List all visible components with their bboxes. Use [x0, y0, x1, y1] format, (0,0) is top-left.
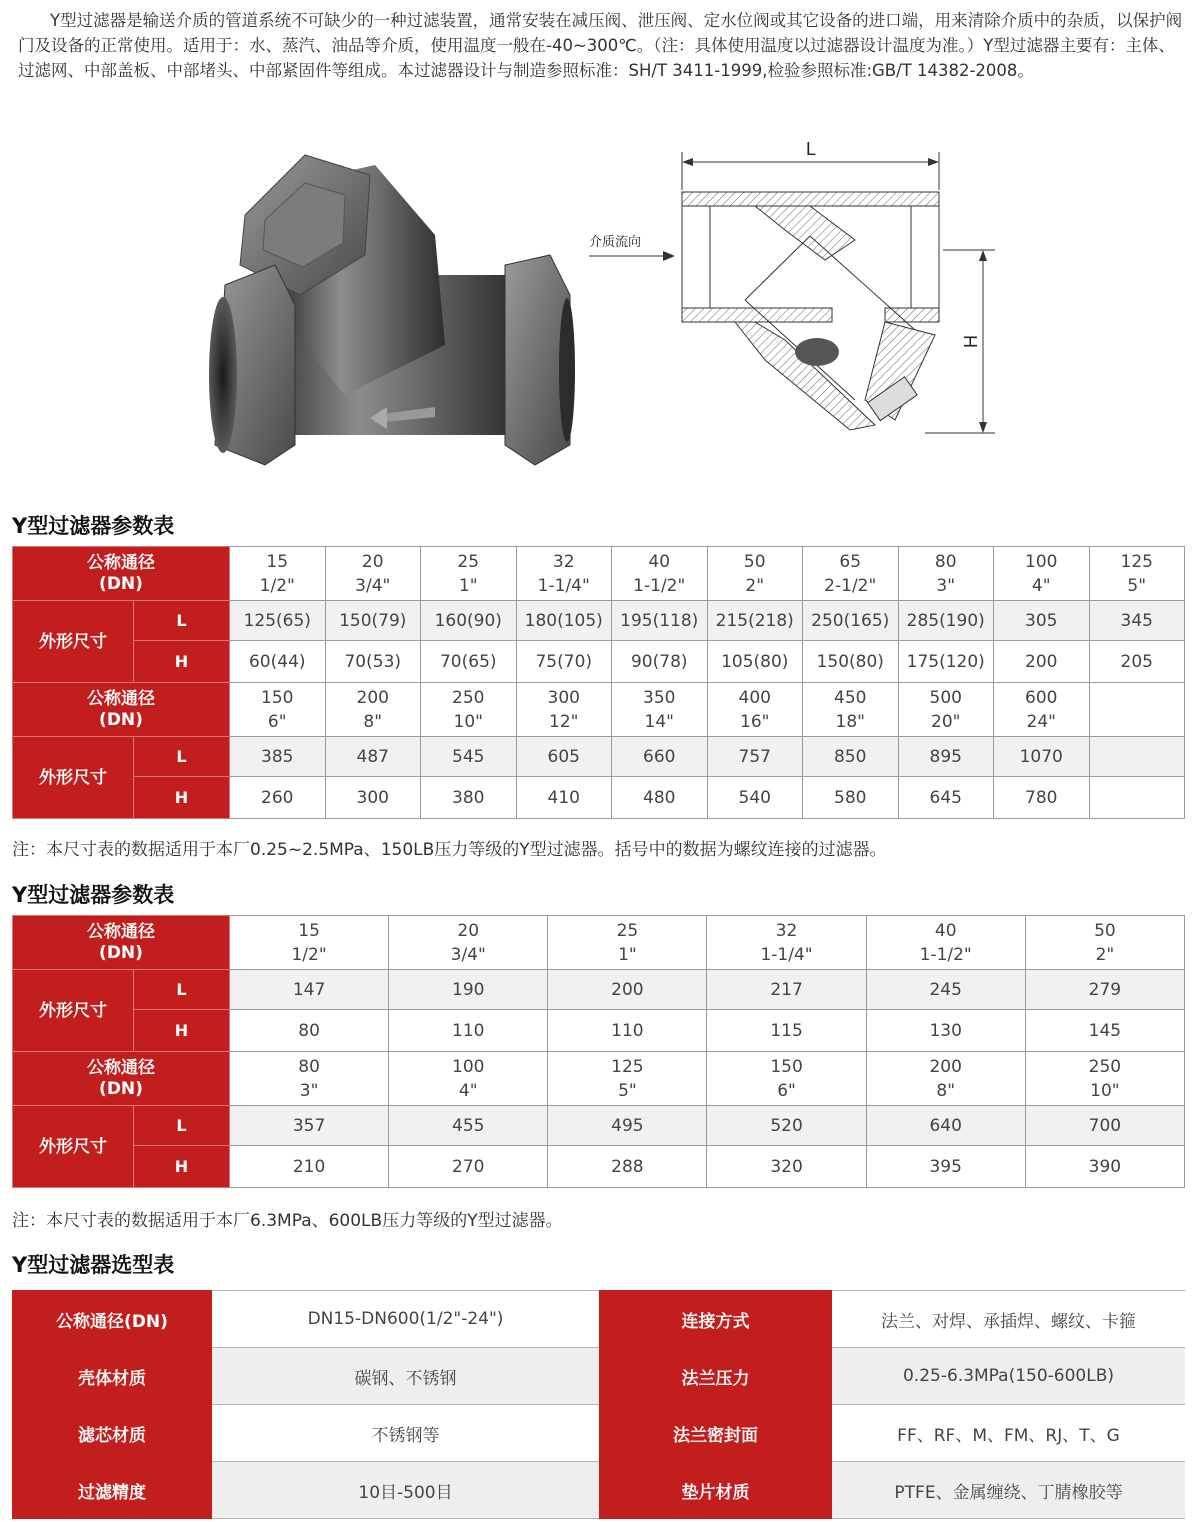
cell-line-2: 20": [931, 711, 961, 732]
dn-row: [13, 547, 1185, 601]
cell-line-2: (DN): [99, 942, 143, 963]
height-cell: 60(44): [230, 641, 326, 683]
height-cell: 105(80): [707, 641, 803, 683]
h-label-cell: H: [134, 1146, 230, 1188]
length-cell: 160(90): [421, 601, 517, 641]
dn-cell: [389, 1052, 548, 1106]
height-cell: 110: [548, 1010, 707, 1052]
selection-row: [12, 1405, 1185, 1462]
dimensions-label-cell: 外形尺寸: [13, 737, 134, 819]
cell-line-1: 80: [934, 551, 957, 572]
dn-cell: [230, 683, 326, 737]
l-label-cell: L: [134, 601, 230, 641]
height-cell: 150(80): [803, 641, 899, 683]
selection-value: PTFE、金属缠绕、丁腈橡胶等: [832, 1462, 1185, 1519]
dn-label-cell: [13, 916, 230, 970]
cell-line-2: 1-1/2": [633, 575, 686, 596]
cell-line-2: 6": [777, 1080, 796, 1101]
dn-cell: [516, 683, 612, 737]
cell-line-2: 10": [1090, 1080, 1120, 1101]
selection-row: [12, 1348, 1185, 1405]
height-cell: 540: [707, 777, 803, 819]
cell-line-1: 公称通径: [87, 1057, 155, 1078]
height-cell: 90(78): [612, 641, 708, 683]
cell-line-2: 1": [458, 575, 478, 596]
spec-table-150lb: [12, 546, 1185, 819]
cell-line-2: 3/4": [450, 944, 486, 965]
l-label-cell: L: [134, 970, 230, 1010]
selection-label: 法兰压力: [599, 1348, 832, 1405]
selection-title: Y型过滤器选型表: [12, 1253, 175, 1277]
length-cell: 217: [707, 970, 866, 1010]
cell-line-1: 100: [1025, 551, 1058, 572]
length-row: [13, 601, 1185, 641]
l-label-cell: L: [134, 737, 230, 777]
selection-label: 连接方式: [599, 1291, 832, 1348]
figure-row: [0, 130, 1203, 480]
height-cell: 300: [325, 777, 421, 819]
dn-cell: [421, 547, 517, 601]
length-cell: 520: [707, 1106, 866, 1146]
selection-label: 公称通径(DN): [12, 1291, 212, 1348]
h-label-cell: H: [134, 777, 230, 819]
selection-value: FF、RF、M、FM、RJ、T、G: [832, 1405, 1185, 1462]
dn-cell: [325, 547, 421, 601]
length-cell: 545: [421, 737, 517, 777]
cell-line-2: (DN): [99, 573, 143, 594]
cell-line-1: 15: [298, 920, 320, 941]
cell-line-2: 8": [363, 711, 383, 732]
cell-line-1: 40: [648, 551, 671, 572]
length-row: [13, 970, 1185, 1010]
selection-table: [12, 1290, 1185, 1519]
cell-line-2: 14": [644, 711, 674, 732]
length-row: [13, 1106, 1185, 1146]
cell-line-1: 100: [452, 1056, 485, 1077]
cell-line-2: 1/2": [259, 575, 295, 596]
dn-label-cell: [13, 1052, 230, 1106]
cell-line-2: 3": [299, 1080, 319, 1101]
dn-cell: [230, 1052, 389, 1106]
cell-line-1: 250: [1088, 1056, 1122, 1077]
height-cell: 200: [994, 641, 1090, 683]
height-cell: 288: [548, 1146, 707, 1188]
length-cell: 147: [230, 970, 389, 1010]
dn-cell: [707, 547, 803, 601]
cell-line-2: 1-1/2": [919, 944, 972, 965]
cell-line-1: 125: [611, 1056, 644, 1077]
cell-line-1: 公称通径: [87, 921, 155, 942]
cell-line-1: 50: [1094, 920, 1116, 941]
dn-cell: [230, 547, 326, 601]
length-cell: 195(118): [612, 601, 708, 641]
table1-note: 注：本尺寸表的数据适用于本厂0.25~2.5MPa、150LB压力等级的Y型过滤器。括号中的数据为螺纹连接的过滤器。: [12, 840, 887, 860]
length-cell: 125(65): [230, 601, 326, 641]
length-cell: 250(165): [803, 601, 899, 641]
y-strainer-dimension-drawing: [585, 130, 1005, 450]
length-cell: 279: [1025, 970, 1184, 1010]
cell-line-1: 150: [770, 1056, 803, 1077]
height-cell: 70(53): [325, 641, 421, 683]
dn-label-cell: [13, 547, 230, 601]
selection-row: [12, 1462, 1185, 1519]
cell-line-1: 200: [356, 687, 389, 708]
cell-line-1: 400: [738, 687, 771, 708]
cell-line-2: 2": [1095, 944, 1115, 965]
dn-cell: [389, 916, 548, 970]
cell-line-2: 1-1/4": [537, 575, 590, 596]
dim-h-label: H: [961, 335, 981, 348]
dimensions-label-cell: 外形尺寸: [13, 601, 134, 683]
cell-line-2: 1": [618, 944, 637, 965]
cell-line-1: 20: [361, 551, 384, 572]
dn-cell: [1025, 916, 1184, 970]
cell-line-2: 2": [745, 575, 765, 596]
intro-paragraph: Y型过滤器是输送介质的管道系统不可缺少的一种过滤装置，通常安装在减压阀、泄压阀、定水位阀或其它设备的进口端，用来清除介质中的杂质，以保护阀门及设备的正常使用。适用于：水、蒸汽、油品等介质，使用温度一般在-40~300℃。（注：具体使用温度以过滤器设计温度为准。）Y型过滤器主要有：主体、过滤网、中部盖板、中部堵头、中部紧固件等组成。本过滤器设计与制造参照标准：SH/T 3411-1999,检验参照标准:GB/T 14382-2008。: [18, 11, 1183, 80]
cell-line-1: 25: [457, 551, 480, 572]
length-cell: 895: [898, 737, 994, 777]
selection-value: 法兰、对焊、承插焊、螺纹、卡箍: [832, 1291, 1185, 1348]
dim-l-label: L: [805, 139, 817, 159]
height-row: [13, 1010, 1185, 1052]
cell-line-2: 12": [549, 711, 579, 732]
cell-line-2: 1/2": [291, 944, 327, 965]
length-cell: 180(105): [516, 601, 612, 641]
selection-value: DN15-DN600(1/2"-24"): [212, 1291, 599, 1348]
length-cell: 455: [389, 1106, 548, 1146]
height-cell: 130: [866, 1010, 1025, 1052]
cell-line-2: 24": [1026, 711, 1056, 732]
selection-label: 法兰密封面: [599, 1405, 832, 1462]
cell-line-1: 公称通径: [87, 552, 155, 573]
dn-cell: [612, 683, 708, 737]
table2-note: 注：本尺寸表的数据适用于本厂6.3MPa、600LB压力等级的Y型过滤器。: [12, 1211, 563, 1231]
dimensions-label-cell: 外形尺寸: [13, 1106, 134, 1188]
height-cell: 205: [1089, 641, 1185, 683]
dn-cell: [1025, 1052, 1184, 1106]
selection-label: 过滤精度: [12, 1462, 212, 1519]
dn-cell: [803, 547, 899, 601]
height-cell: 70(65): [421, 641, 517, 683]
dn-row: [13, 1052, 1185, 1106]
cell-line-1: 50: [743, 551, 766, 572]
length-cell: 150(79): [325, 601, 421, 641]
dn-cell: [803, 683, 899, 737]
height-cell: 580: [803, 777, 899, 819]
height-cell: 480: [612, 777, 708, 819]
height-cell: 390: [1025, 1146, 1184, 1188]
cell-line-1: 40: [934, 920, 957, 941]
cell-line-2: 3": [936, 575, 956, 596]
flow-direction-label: 介质流向: [589, 234, 642, 249]
dn-cell: [612, 547, 708, 601]
length-cell: 200: [548, 970, 707, 1010]
length-cell: 357: [230, 1106, 389, 1146]
height-cell: 210: [230, 1146, 389, 1188]
length-cell: 640: [866, 1106, 1025, 1146]
height-row: [13, 777, 1185, 819]
cell-line-2: 1-1/4": [760, 944, 813, 965]
height-cell: 780: [994, 777, 1090, 819]
selection-value: 碳钢、不锈钢: [212, 1348, 599, 1405]
length-cell: 305: [994, 601, 1090, 641]
length-cell: [1089, 737, 1185, 777]
dimensions-label-cell: 外形尺寸: [13, 970, 134, 1052]
cell-line-1: 200: [929, 1056, 962, 1077]
selection-label: 壳体材质: [12, 1348, 212, 1405]
dn-cell: [898, 683, 994, 737]
cell-line-1: 125: [1120, 551, 1153, 572]
dn-cell: [866, 1052, 1025, 1106]
cell-line-1: 600: [1025, 687, 1058, 708]
length-cell: 605: [516, 737, 612, 777]
dn-cell: [866, 916, 1025, 970]
dn-cell: [548, 916, 707, 970]
selection-value: 10目-500目: [212, 1462, 599, 1519]
table1-title: Y型过滤器参数表: [12, 514, 175, 538]
dn-cell: [994, 547, 1090, 601]
cell-line-2: 6": [267, 711, 287, 732]
spec-table-600lb: [12, 915, 1185, 1188]
dn-cell: [1089, 683, 1185, 737]
dn-cell: [548, 1052, 707, 1106]
height-row: [13, 1146, 1185, 1188]
cell-line-1: 32: [775, 920, 798, 941]
selection-label: 垫片材质: [599, 1462, 832, 1519]
selection-value: 不锈钢等: [212, 1405, 599, 1462]
length-cell: 1070: [994, 737, 1090, 777]
length-cell: 190: [389, 970, 548, 1010]
cell-line-1: 250: [452, 687, 485, 708]
height-cell: 380: [421, 777, 517, 819]
length-cell: 495: [548, 1106, 707, 1146]
height-cell: [1089, 777, 1185, 819]
l-label-cell: L: [134, 1106, 230, 1146]
length-cell: 660: [612, 737, 708, 777]
dn-cell: [516, 547, 612, 601]
length-row: [13, 737, 1185, 777]
cell-line-1: 15: [266, 551, 289, 572]
h-label-cell: H: [134, 1010, 230, 1052]
dn-label-cell: [13, 683, 230, 737]
cell-line-2: (DN): [99, 1078, 143, 1099]
cell-line-2: 18": [835, 711, 865, 732]
cell-line-1: 20: [457, 920, 480, 941]
table2-title: Y型过滤器参数表: [12, 883, 175, 907]
dn-cell: [325, 683, 421, 737]
selection-value: 0.25-6.3MPa(150-600LB): [832, 1348, 1185, 1405]
height-cell: 80: [230, 1010, 389, 1052]
cell-line-1: 300: [547, 687, 580, 708]
selection-label: 滤芯材质: [12, 1405, 212, 1462]
cell-line-1: 500: [929, 687, 962, 708]
length-cell: 700: [1025, 1106, 1184, 1146]
height-row: [13, 641, 1185, 683]
dn-cell: [994, 683, 1090, 737]
dn-cell: [1089, 547, 1185, 601]
cell-line-2: 8": [936, 1080, 956, 1101]
cell-line-1: 公称通径: [87, 688, 155, 709]
height-cell: 320: [707, 1146, 866, 1188]
length-cell: 285(190): [898, 601, 994, 641]
height-cell: 270: [389, 1146, 548, 1188]
length-cell: 385: [230, 737, 326, 777]
dn-row: [13, 683, 1185, 737]
length-cell: 757: [707, 737, 803, 777]
cell-line-2: 3/4": [355, 575, 391, 596]
cell-line-1: 80: [298, 1056, 320, 1077]
dn-cell: [421, 683, 517, 737]
y-strainer-photo: [205, 145, 575, 475]
length-cell: 850: [803, 737, 899, 777]
cell-line-2: 2-1/2": [824, 575, 877, 596]
length-cell: 245: [866, 970, 1025, 1010]
cell-line-2: 5": [1127, 575, 1147, 596]
cell-line-1: 65: [839, 551, 862, 572]
height-cell: 75(70): [516, 641, 612, 683]
height-cell: 645: [898, 777, 994, 819]
height-cell: 110: [389, 1010, 548, 1052]
cell-line-2: 5": [618, 1080, 637, 1101]
cell-line-1: 150: [261, 687, 294, 708]
dn-cell: [707, 916, 866, 970]
cell-line-2: 4": [458, 1080, 478, 1101]
length-cell: 487: [325, 737, 421, 777]
cell-line-1: 32: [552, 551, 575, 572]
dn-row: [13, 916, 1185, 970]
cell-line-2: 10": [453, 711, 483, 732]
dn-cell: [898, 547, 994, 601]
height-cell: 145: [1025, 1010, 1184, 1052]
length-cell: 345: [1089, 601, 1185, 641]
cell-line-1: 350: [643, 687, 676, 708]
cell-line-2: (DN): [99, 709, 143, 730]
cell-line-1: 25: [616, 920, 639, 941]
height-cell: 410: [516, 777, 612, 819]
cell-line-2: 4": [1031, 575, 1051, 596]
cell-line-2: 16": [740, 711, 770, 732]
height-cell: 395: [866, 1146, 1025, 1188]
height-cell: 115: [707, 1010, 866, 1052]
dn-cell: [707, 1052, 866, 1106]
height-cell: 175(120): [898, 641, 994, 683]
cell-line-1: 450: [834, 687, 867, 708]
length-cell: 215(218): [707, 601, 803, 641]
height-cell: 260: [230, 777, 326, 819]
dn-cell: [230, 916, 389, 970]
h-label-cell: H: [134, 641, 230, 683]
dn-cell: [707, 683, 803, 737]
selection-row: [12, 1291, 1185, 1348]
